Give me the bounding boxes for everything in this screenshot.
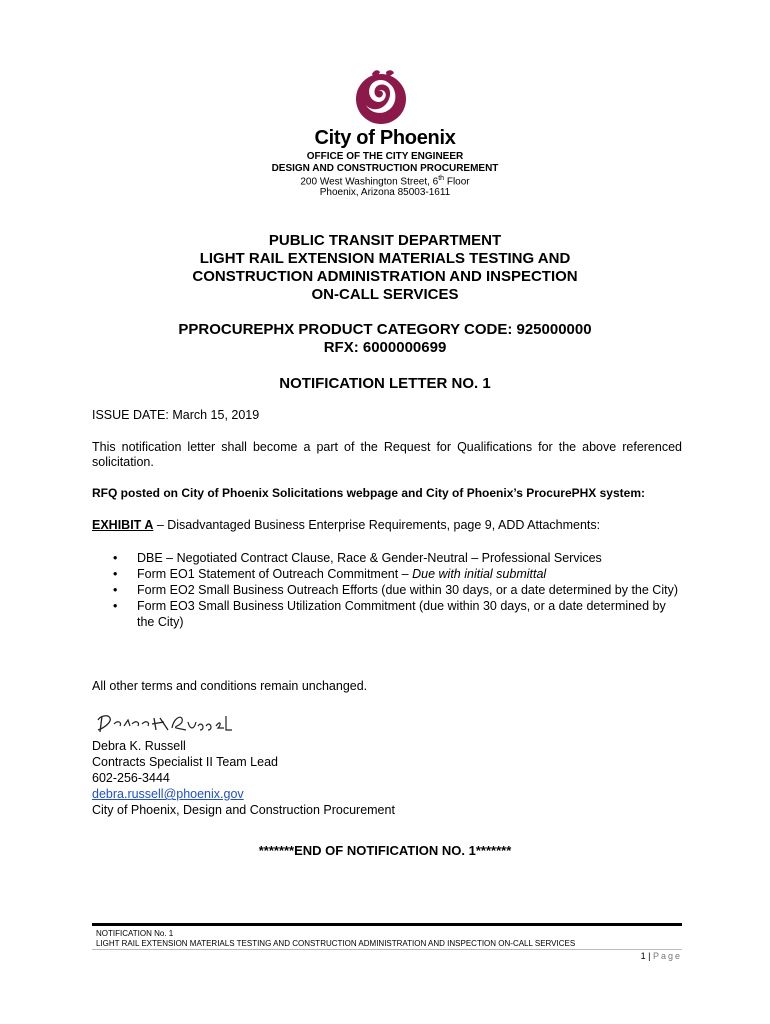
document-title [0,232,770,304]
bullet-icon: • [113,599,118,613]
footer-line-2: LIGHT RAIL EXTENSION MATERIALS TESTING AND CONSTRUCTION ADMINISTRATION AND INSPECTION ON-CALL SERVICES [96,939,576,948]
exhibit-text: – Disadvantaged Business Enterprise Requirements, page 9, ADD Attachments: [153,518,601,532]
org-name: City of Phoenix [314,127,456,149]
bullet-icon: • [113,551,118,565]
signer-block [92,738,395,818]
list-item: • Form EO2 Small Business Outreach Efforts (due within 30 days, or a date determined by the City) [113,583,678,597]
signer-phone: 602-256-3444 [92,771,170,785]
list-item: • Form EO3 Small Business Utilization Commitment (due within 30 days, or a date determined by the City) [113,599,666,629]
closing-line: All other terms and conditions remain unchanged. [92,679,368,693]
issue-date: ISSUE DATE: March 15, 2019 [92,408,260,422]
footer-separator [92,949,682,950]
footer-line-1: NOTIFICATION No. 1 [96,929,174,938]
page-number: 1 | Page [640,951,682,961]
department-line: DESIGN AND CONSTRUCTION PROCUREMENT [271,163,499,174]
bullet-icon: • [113,583,118,597]
bullet-icon: • [113,567,118,581]
footer-divider [92,923,682,926]
end-of-notification: *******END OF NOTIFICATION NO. 1******* [258,843,512,858]
phoenix-bird-logo [352,66,410,128]
notification-title: NOTIFICATION LETTER NO. 1 [279,375,491,392]
code-block [0,321,770,357]
address-city: Phoenix, Arizona 85003-1611 [319,187,451,198]
handwritten-signature [94,708,234,738]
rfq-posted-line: RFQ posted on City of Phoenix Solicitations webpage and City of Phoenix’s ProcurePHX system: [92,486,645,500]
title-line-1: PUBLIC TRANSIT DEPARTMENT [268,232,502,249]
attachments-list [113,550,685,630]
address-street: 200 West Washington Street, 6th Floor [300,175,470,188]
title-line-4: ON-CALL SERVICES [311,286,459,303]
office-line: OFFICE OF THE CITY ENGINEER [306,151,464,162]
list-item: • DBE – Negotiated Contract Clause, Race & Gender-Neutral – Professional Services [113,551,602,565]
signer-title: Contracts Specialist II Team Lead [92,755,278,769]
intro-paragraph: This notification letter shall become a part of the Request for Qualifications for the above referenced solicitation. [92,440,682,469]
signer-email-link[interactable]: debra.russell@phoenix.gov [92,787,244,801]
list-item: • Form EO1 Statement of Outreach Commitment – Due with initial submittal [113,567,547,581]
signer-name: Debra K. Russell [92,739,186,753]
exhibit-label: EXHIBIT A [92,518,154,532]
signer-org: City of Phoenix, Design and Construction Procurement [92,803,395,817]
category-code: PPROCUREPHX PRODUCT CATEGORY CODE: 925000000 [178,321,592,338]
exhibit-line [92,518,682,533]
rfx-number: RFX: 6000000699 [323,339,447,356]
footer-text [96,929,575,949]
title-line-2: LIGHT RAIL EXTENSION MATERIALS TESTING AND [199,250,571,267]
title-line-3: CONSTRUCTION ADMINISTRATION AND INSPECTION [192,268,578,285]
